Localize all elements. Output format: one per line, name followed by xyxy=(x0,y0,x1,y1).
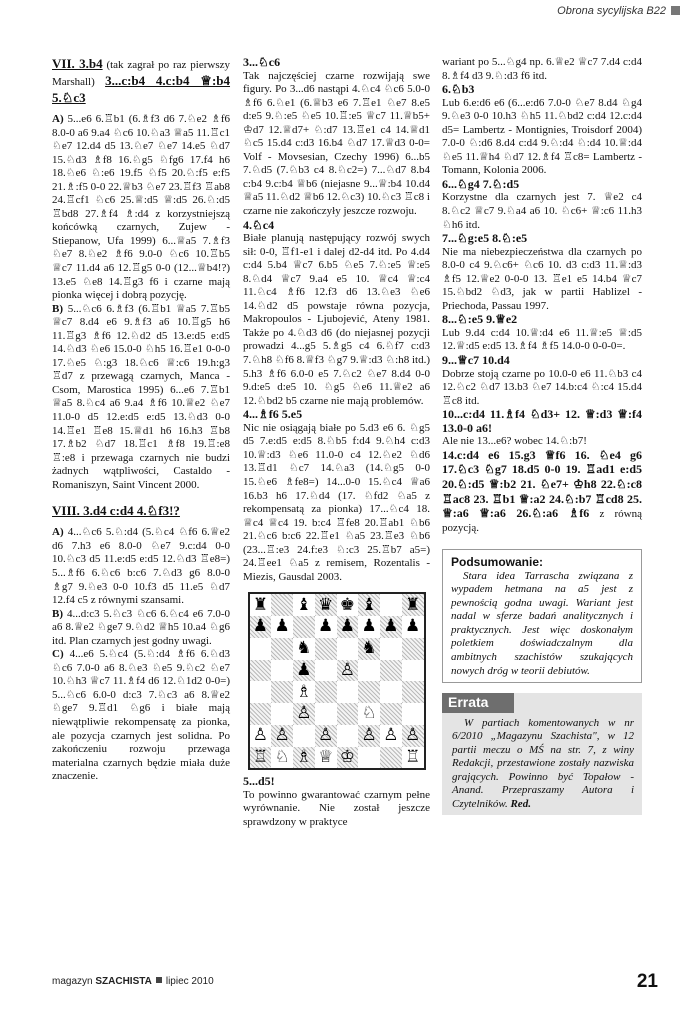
square-g8 xyxy=(380,594,402,616)
chess-piece: ♖ xyxy=(405,746,421,767)
chess-piece: ♟ xyxy=(339,616,355,637)
move-heading: 6...♘g4 7.♘:d5 xyxy=(442,176,520,191)
variation-b2: B) 4...d:c3 5.♘c3 ♘c6 6.♘c4 e6 7.0-0 a6 8.♕e2 ♘ge7 9.♘d2 ♕h5 10.a4 ♘g6 itd. Plan czarnych jest godny uwagi. xyxy=(52,607,230,647)
square-c3 xyxy=(293,703,315,725)
square-b2 xyxy=(271,725,293,747)
chess-piece: ♜ xyxy=(252,594,268,615)
square-a8 xyxy=(250,594,272,616)
square-g7 xyxy=(380,616,402,638)
square-e7 xyxy=(337,616,359,638)
chess-piece: ♙ xyxy=(361,725,377,746)
move-heading: 4...♗f6 5.e5 xyxy=(243,407,303,422)
square-f2 xyxy=(358,725,380,747)
chess-piece: ♙ xyxy=(318,725,334,746)
chess-piece: ♚ xyxy=(339,594,355,615)
move-heading: 3...♘c6 xyxy=(243,55,281,69)
chess-piece: ♟ xyxy=(274,616,290,637)
commentary: Dobrze stoją czarne po 10.0-0 e6 11.♘b3 c4 12.♘c2 ♘d7 13.b3 ♘e7 14.b:c4 ♘:c4 15.d4 ♖c8 itd. xyxy=(442,367,642,407)
chess-piece: ♙ xyxy=(252,725,268,746)
chess-piece: ♖ xyxy=(252,746,268,767)
commentary: Nic nie osiągają białe po 5.d3 e6 6. ♘g5 d5 7.e:d5 e:d5 8.♘b5 f:d4 9.♘h4 c:d3 10.♕:d3 ♘e6 11.0-0 c4 12.♘e2 ♘d6 13.♖d1 ♘c7 14.♘a3 (14.♘g5 0-0 15.♘e6 ♗fe8=) 14...0-0 15.♘c4 ♕a6 16.b3 h6 17.♘d4 (17. ♘fd2 ♘a5 z rekompensatą za pionka) 17...♘c4 18. ♕c4 ♕c4 19. b:c4 ♖fe8 20.♖ab1 ♘b6 21.♘c6 b:c6 22.♖e1 ♘a5 23.♖e3 ♘b6 (23...♖:e3 24.f:e3 ♘:c3 25.♖b7 a5=) 24.♖ee1 ♘a5 z remisem, Rozentalis - Miezis, Gausdal 2003. xyxy=(243,421,430,583)
square-d5 xyxy=(315,660,337,682)
errata-box xyxy=(442,693,642,815)
square-c2 xyxy=(293,725,315,747)
square-g2 xyxy=(380,725,402,747)
square-f1 xyxy=(358,747,380,769)
chess-piece: ♟ xyxy=(361,616,377,637)
square-a6 xyxy=(250,638,272,660)
commentary: Lub 9.d4 c:d4 10.♕:d4 e6 11.♕:e5 ♕:d5 12.♕:d5 e:d5 13.♗f4 ♗f5 14.0-0 0-0-0=. xyxy=(442,326,642,353)
square-b6 xyxy=(271,638,293,660)
variation-a: A) 5...e6 6.♖b1 (6.♗f3 d6 7.♘e2 ♗f6 8.0-0 a6 9.a4 ♘c6 10.♘a3 ♕a5 11.♖c1 ♘e7 12.d4 d5 13.♘e7 ♘e7 14.e5 ♘d7 15.♘d3 ♗f8 16.♘g5 ♘fg6 17.f4 h6 18.♘e6 ♘:e6 19.f5 ♘f5 20.♘:f5 e:f5 21.♗:f5 0-0 22.♕b3 ♘e7 23.♖f3 ♖ab8 24.♖cf1 ♘c6 25.♕:d5 ♕:d5 26.♘:d5 ♖bd8 27.♗f4 ♗:d4 z korzystniejszą końcówką czarnych, Zujew - Stiepanow, Ufa 1999) 6...♕a5 7.♗f3 ♘e7 8.♘e2 ♗f6 9.0-0 ♘c6 10.♖b5 ♕c7 11.d4 a6 12.♖g5 0-0 (12...♕b4!?) 13.e5 ♘e8 14.♖g3 f6 i czarne mają pionka więcej i dobrą pozycję. xyxy=(52,113,230,302)
commentary: Lub 6.e:d6 e6 (6...e:d6 7.0-0 ♘e7 8.d4 ♘g4 9.♘e3 0-0 10.h3 ♘h5 11.♘bd2 c:d4 12.c:d4 d5= Lambertz - Montignies, Troisdorf 2004) 7.0-0 ♘:d6 8.d4 c:d4 9.♘:d4 ♘:d4 10.♕:d4 ♘e5 11.♕h4 ♘d7 12.♗f4 ♖c8= Lambertz - Tomann, Kolonia 2006. xyxy=(442,96,642,177)
square-e6 xyxy=(337,638,359,660)
commentary: Białe planują następujący rozwój swych sił: 0-0, ♖f1-e1 i dalej d2-d4 itd. Po 4.d4 c:d4 5.b4 ♕c7 6.b5 ♘e5 7.♘:e5 ♕:e5 8.♘d4 ♕c7 9.a4 e5 10. ♕c4 ♕:c4 11.♘c4 ♗f6 12.f3 d6 13.♘e3 ♘e6 14.♘d2 d5 powstaje równa pozycja, Makropoulos - Ljubojević, Ateny 1981. Także po 4.♘d3 d6 (do niejasnej pozycji prowadzi 4...g5 5.♗g5 c4 6.♘f7 c:d3 7.♘h8 ♘f6 8.♕f3 ♘g7 9.♕:d3 ♘:h8 itd.) 5.h3 ♗f6 6.0-0 e5 7.♘c2 ♘e7 8.d4 0-0 9.d:e5 d:e5 10. ♘g5 ♘e6 11.♕e2 a6 12.♘bd2 b5 czarne nie mają problemów. xyxy=(243,232,430,407)
square-a4 xyxy=(250,681,272,703)
summary-text: Stara idea Tarrascha związana z wypadem hetmana na a5 jest z pewnością godna uwagi. Wariant jest nadal w sferze badań analitycznych i praktycznych. Jest więc doskonałym poletkiem doświadczalnym dla ambitnych szachistów szukających nowych dróg w teorii debiutów. xyxy=(451,569,633,677)
square-e5 xyxy=(337,660,359,682)
square-g3 xyxy=(380,703,402,725)
square-b7 xyxy=(271,616,293,638)
chess-piece: ♝ xyxy=(296,594,312,615)
square-h6 xyxy=(402,638,424,660)
column-1 xyxy=(52,56,230,784)
square-d8 xyxy=(315,594,337,616)
square-b5 xyxy=(271,660,293,682)
square-e3 xyxy=(337,703,359,725)
square-d4 xyxy=(315,681,337,703)
move-heading: 4.♘c4 xyxy=(243,217,275,232)
summary-box xyxy=(442,549,642,683)
chess-piece: ♘ xyxy=(361,703,377,724)
square-d3 xyxy=(315,703,337,725)
square-d7 xyxy=(315,616,337,638)
chess-piece: ♞ xyxy=(361,638,377,659)
section-8-heading: VIII. 3.d4 c:d4 4.♘f3!? xyxy=(52,503,180,519)
chess-piece: ♘ xyxy=(274,746,290,767)
chess-piece: ♜ xyxy=(405,594,421,615)
square-h2 xyxy=(402,725,424,747)
commentary: Ale nie 13...e6? wobec 14.♘:b7! xyxy=(442,435,587,448)
move-heading: 8...♘:e5 9.♕e2 xyxy=(442,312,518,327)
square-c7 xyxy=(293,616,315,638)
square-c1 xyxy=(293,747,315,769)
commentary: wariant po 5...♘g4 np. 6.♕e2 ♕c7 7.d4 c:d4 8.♗f4 d3 9.♘:d3 f6 itd. xyxy=(442,56,642,82)
square-d2 xyxy=(315,725,337,747)
square-a7 xyxy=(250,616,272,638)
column-2 xyxy=(243,56,430,830)
square-d6 xyxy=(315,638,337,660)
square-h3 xyxy=(402,703,424,725)
move-heading: 7...♘g:e5 8.♘:e5 xyxy=(442,231,528,246)
chess-piece: ♙ xyxy=(405,725,421,746)
square-f6 xyxy=(358,638,380,660)
chess-piece: ♗ xyxy=(296,746,312,767)
square-a3 xyxy=(250,703,272,725)
square-g5 xyxy=(380,660,402,682)
chess-piece: ♔ xyxy=(339,746,355,767)
header-square-icon xyxy=(671,6,680,15)
square-a2 xyxy=(250,725,272,747)
square-f5 xyxy=(358,660,380,682)
chess-piece: ♝ xyxy=(361,594,377,615)
square-b3 xyxy=(271,703,293,725)
square-c4 xyxy=(293,681,315,703)
square-f3 xyxy=(358,703,380,725)
chess-piece: ♞ xyxy=(296,638,312,659)
move-heading: 10...c:d4 11.♗f4 ♘d3+ 12. ♕:d3 ♕:f4 13.0-0 a6! xyxy=(442,407,642,435)
square-a1 xyxy=(250,747,272,769)
square-f7 xyxy=(358,616,380,638)
commentary: Tak najczęściej czarne rozwijają swe figury. Po 3...d6 nastąpi 4.♘c4 ♘c6 5.0-0 ♗f6 6.♘e1 (6.♕b3 e6 7.♖e1 ♘e7 8.e5 d:e5 9.♘:e5 ♘e5 10.♖:e5 ♕c7 11.♕b5+ ♔d7 12.♕d7+ ♘:d7 13.♖e1 c4 14.♕d1 ♘c5 15.d4 c:d3 16.b4 ♘d7 17.♕d3 0-0= Volf - Movsesian, Czechy 1996) 6...b5 7.♘d5 (7.♘b3 c4 8.♘c2=) 7...♘d7 8.b4 c:b4 9.c:b4 ♕b6 (niejasne 9...♕:b4 10.d4 ♕a5 11.♘d2 ♕b6 12.♘c3) 10.♘c3 ♖c8 i czarne nie zakończyły jeszcze rozwoju. xyxy=(243,69,430,218)
square-b1 xyxy=(271,747,293,769)
chess-piece: ♟ xyxy=(318,616,334,637)
square-a5 xyxy=(250,660,272,682)
square-h1 xyxy=(402,747,424,769)
chess-piece: ♟ xyxy=(296,659,312,680)
variation-a2: A) 4...♘c6 5.♘:d4 (5.♘c4 ♘f6 6.♕e2 d6 7.h3 e6 8.0-0 ♘e7 9.c:d4 0-0 10.♘c3 d5 11.e:d5 e:d5 12.♘d3 ♖e8=) 5...♗f6 6.♘c6 b:c6 7.♘d3 g6 8.0-0 ♗g7 9.♘e3 0-0 10.f3 d5 11.e5 ♘d7 12.f4 c5 z równymi szansami. xyxy=(52,526,230,607)
footer-square-icon xyxy=(156,977,162,983)
column-3 xyxy=(442,56,642,815)
square-h8 xyxy=(402,594,424,616)
commentary: To powinno gwarantować czarnym pełne wyrównanie. Nie został jeszcze sprawdzony w praktyce xyxy=(243,788,430,828)
move-heading: 6.♘b3 xyxy=(442,82,475,97)
square-c5 xyxy=(293,660,315,682)
square-h7 xyxy=(402,616,424,638)
square-g6 xyxy=(380,638,402,660)
section-7-heading: VII. 3.b4 (tak zagrał po raz pierwszy Marshall) 3...c:b4 4.c:b4 ♕:b4 5.♘c3 xyxy=(52,56,231,105)
chess-piece: ♕ xyxy=(318,746,334,767)
square-e2 xyxy=(337,725,359,747)
commentary: Korzystne dla czarnych jest 7. ♕e2 c4 8.♘c2 ♕c7 9.♘a4 a6 10. ♘c6+ ♕:c6 11.h3 ♘h6 itd. xyxy=(442,191,642,231)
move-heading: 9...♕c7 10.d4 xyxy=(442,353,510,368)
square-g1 xyxy=(380,747,402,769)
square-d1 xyxy=(315,747,337,769)
chess-piece: ♟ xyxy=(405,616,421,637)
square-b4 xyxy=(271,681,293,703)
chess-piece: ♙ xyxy=(383,725,399,746)
square-f8 xyxy=(358,594,380,616)
square-f4 xyxy=(358,681,380,703)
variation-b: B) 5...♘c6 6.♗f3 (6.♖b1 ♕a5 7.♖b5 ♕c7 8.d4 e6 9.♗f3 a6 10.♖g5 h6 11.♖g3 ♗f6 12.♘d2 d5 13.e:d5 e:d5 14.♘d3 ♘e6 15.0-0 ♘h5 16.♖e1 0-0-0 17.♘e5 ♘:g3 18.♘c6 ♕:c6 19.h:g3 ♖d7 z przewagą czarnych, Manca - Csom, Marostica 1995) 6...e6 7.♖b1 ♕a5 8.♘c4 a6 9.a4 ♗f6 10.♕e2 ♘e7 11.0-0 d5 12.e:d5 e:d5 13.♘d3 0-0 14.♖e1 ♖e8 15.♕d1 h6 16.h3 ♖b8 17.♗b2 ♘d7 18.♖c1 ♗f8 19.♖:e8 ♖:e8 i przewaga czarnych nie budzi żadnych wątpliwości, Castaldo - Romaniszyn, Saint Vincent 2000. xyxy=(52,302,230,491)
chess-piece: ♙ xyxy=(339,659,355,680)
square-c6 xyxy=(293,638,315,660)
square-h4 xyxy=(402,681,424,703)
square-h5 xyxy=(402,660,424,682)
chess-piece: ♛ xyxy=(318,594,334,615)
errata-title: Errata xyxy=(442,693,514,713)
chess-piece: ♙ xyxy=(296,703,312,724)
variation-c2: C) 4...e6 5.♘c4 (5.♘:d4 ♗f6 6.♘d3 ♘c6 7.0-0 a6 8.♘e3 ♘e5 9.♘c2 ♘e7 10.♘h3 ♕c7 11.♗f4 d6 12.♘1d2 0-0=) 5...♘c6 6.0-0 d:c3 7.♘c3 a6 8.♕e2 ♘ge7 9.♖d1 ♘g6 i białe mają niewątpliwie rekompensatę za pionka, ale pozycja czarnych jest solidna. Po zakończeniu rozwoju przewaga materialna czarnych będzie miała duże znaczenie. xyxy=(52,648,230,783)
final-line: 14.c:d4 e6 15.g3 ♕f6 16. ♘e4 g6 17.♘c3 ♘g7 18.d5 0-0 19. ♖ad1 e:d5 20.♘:d5 ♕:b2 21. ♘e7+ ♔h8 22.♘:c8 ♖ac8 23. ♖b1 ♕:a2 24.♘:b7 ♖cd8 25. ♕:a6 ♕:a6 26.♘:a6 ♗f6 z równą pozycją. xyxy=(442,447,642,534)
summary-title: Podsumowanie: xyxy=(451,555,544,570)
square-e1 xyxy=(337,747,359,769)
page-number: 21 xyxy=(636,971,658,992)
square-e8 xyxy=(337,594,359,616)
chess-diagram xyxy=(248,592,426,770)
footer: magazyn SZACHISTA lipiec 2010 xyxy=(52,976,214,987)
chess-piece: ♗ xyxy=(296,681,312,702)
chess-piece: ♟ xyxy=(252,616,268,637)
square-g4 xyxy=(380,681,402,703)
square-e4 xyxy=(337,681,359,703)
commentary: Nie ma niebezpieczeństwa dla czarnych po 8.0-0 c4 9.♘c6+ ♘c6 10. d3 c:d3 11.♕:d3 ♗f5 12.♕e2 0-0-0 13. ♖e1 e5 14.b4 ♕c7 15.♘bd2 ♘d3, jak w partii Hablizel - Priechoda, Passau 1997. xyxy=(442,245,642,312)
chess-piece: ♟ xyxy=(383,616,399,637)
square-b8 xyxy=(271,594,293,616)
square-c8 xyxy=(293,594,315,616)
move-heading: 5...d5! xyxy=(243,774,275,789)
chess-piece: ♙ xyxy=(274,725,290,746)
running-title: Obrona sycylijska B22 xyxy=(557,5,680,17)
errata-text: W partiach komentowanych w nr 6/2010 „Magazynu Szachista", w 12 partii meczu o MŚ na str. 7, z winy Redakcji, przestawione zostały nazwiska grających. Powinno być Topałow - Anand. Przepraszamy Autora i Czytelników. Red. xyxy=(452,716,634,810)
